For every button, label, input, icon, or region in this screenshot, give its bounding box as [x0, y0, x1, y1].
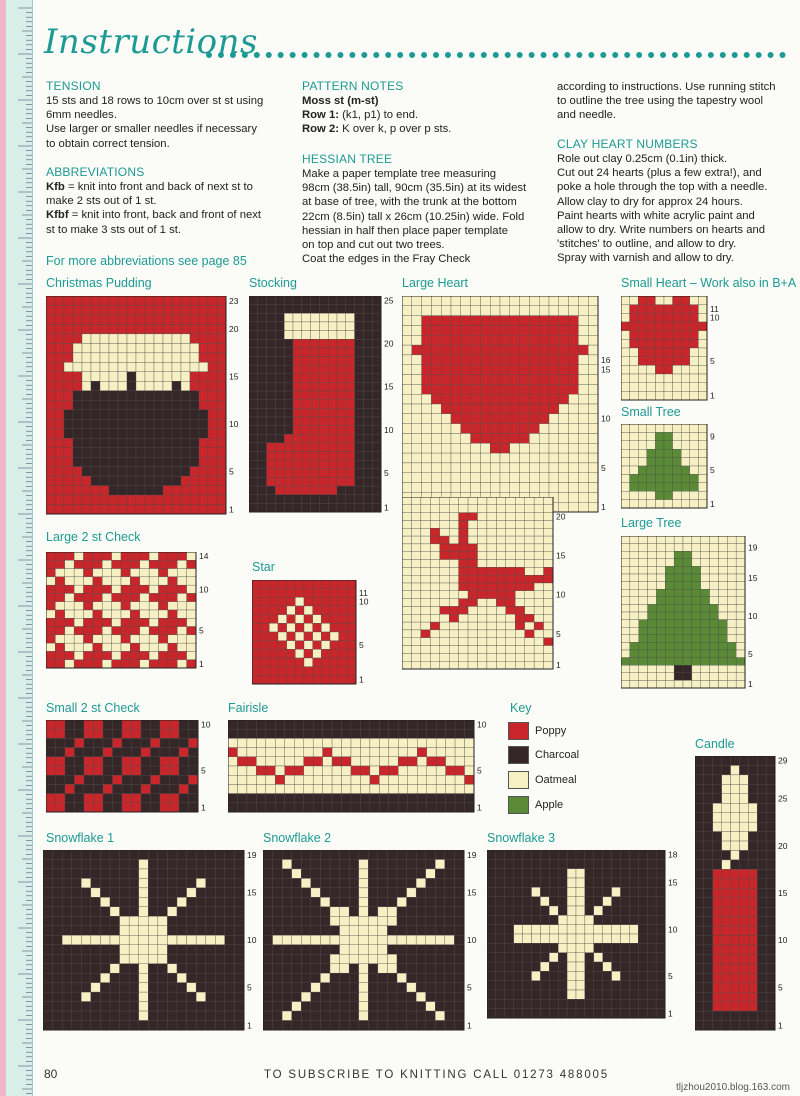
- tension-heading: TENSION: [46, 79, 101, 93]
- key-swatch-oatmeal: [508, 771, 529, 789]
- row-number: 16: [601, 354, 611, 365]
- chart-large-check: [46, 552, 218, 670]
- row-number: 1: [384, 502, 389, 513]
- row-number: 19: [247, 850, 257, 860]
- row-number: 5: [384, 468, 389, 479]
- key-swatch-poppy: [508, 722, 529, 740]
- row-number: 10: [359, 596, 369, 607]
- row-number: 10: [247, 935, 257, 945]
- ruler-ticks: [0, 0, 32, 1096]
- row-number: 5: [710, 356, 715, 366]
- row-number: 1: [748, 679, 753, 690]
- hessian-text-continued: according to instructions. Use running stitch to outline the tree using the tapestry wool and needle.: [557, 81, 776, 122]
- row-number: 15: [556, 550, 566, 561]
- row-number: 5: [229, 466, 234, 477]
- row-number: 11: [710, 304, 719, 314]
- row-number: 1: [247, 1020, 252, 1031]
- row-number: 10: [477, 720, 487, 730]
- footer-subscribe: TO SUBSCRIBE TO KNITTING CALL 01273 488005: [264, 1069, 609, 1081]
- row-number: 10: [384, 424, 394, 435]
- row-number: 15: [229, 371, 239, 382]
- row-number: 10: [778, 935, 788, 946]
- chart-snowflake-1: [43, 850, 266, 1032]
- clay-text: Role out clay 0.25cm (0.1in) thick. Cut out 24 hearts (plus a few extra!), and poke a hole through the top with a needle. Allow clay to dry for approx 24 hours. Paint hearts with white acrylic paint and allow to dry. Write numbers on hearts and 'stitches' to outline, and allow to dry. Spray with varnish and allow to dry.: [557, 153, 768, 265]
- row-number: 20: [778, 840, 788, 851]
- row-number: 25: [384, 296, 394, 306]
- label-small-heart: Small Heart – Work also in B+A: [621, 276, 797, 290]
- clay-heading: CLAY HEART NUMBERS: [557, 137, 698, 151]
- row-number: 5: [201, 765, 206, 776]
- row-number: 15: [601, 364, 611, 375]
- label-fairisle: Fairisle: [228, 701, 269, 715]
- key-label-charcoal: Charcoal: [535, 749, 580, 761]
- label-large-heart: Large Heart: [402, 276, 469, 290]
- row-number: 15: [778, 888, 788, 898]
- row-number: 5: [668, 971, 673, 981]
- row-number: 1: [199, 658, 204, 669]
- abbreviations-text: Kfb = knit into front and back of next st to make 2 sts out of 1 st. Kfbf = knit into front, back and front of next st to make 3 sts out of 1 st.: [46, 181, 262, 236]
- label-snowflake-3: Snowflake 3: [487, 831, 556, 845]
- side-ruler: [0, 0, 33, 1096]
- label-christmas-pudding: Christmas Pudding: [46, 276, 152, 290]
- row-number: 1: [477, 802, 482, 813]
- row-number: 20: [556, 511, 566, 522]
- label-snowflake-2: Snowflake 2: [263, 831, 332, 845]
- tension-text: 15 sts and 18 rows to 10cm over st st using 6mm needles. Use larger or smaller needles if necessary to obtain correct tension.: [46, 95, 264, 150]
- row-number: 1: [201, 802, 206, 813]
- row-number: 10: [748, 610, 758, 621]
- row-number: 15: [384, 381, 394, 392]
- row-number: 10: [199, 584, 209, 595]
- row-number: 11: [359, 588, 368, 598]
- chart-candle: [695, 756, 797, 1032]
- chart-reindeer: [402, 497, 575, 671]
- row-number: 29: [778, 756, 788, 766]
- pattern-notes-text: Moss st (m-st) Row 1: (k1, p1) to end. Row 2: K over k, p over p sts.: [302, 95, 452, 136]
- chart-stocking: [249, 296, 403, 514]
- label-small-check: Small 2 st Check: [46, 701, 140, 715]
- row-number: 5: [710, 465, 715, 476]
- label-star: Star: [252, 560, 275, 574]
- row-number: 15: [467, 887, 477, 898]
- row-number: 18: [668, 850, 678, 860]
- abbreviations-heading: ABBREVIATIONS: [46, 165, 145, 179]
- label-large-check: Large 2 st Check: [46, 530, 141, 544]
- chart-large-heart: [402, 296, 620, 514]
- row-number: 1: [668, 1008, 673, 1019]
- row-number: 5: [556, 628, 561, 639]
- row-number: 1: [601, 502, 606, 513]
- row-number: 5: [199, 625, 204, 636]
- row-number: 15: [668, 877, 678, 888]
- label-small-tree: Small Tree: [621, 405, 681, 419]
- chart-fairisle: [228, 720, 496, 814]
- hessian-heading: HESSIAN TREE: [302, 152, 393, 166]
- row-number: 20: [384, 338, 394, 349]
- row-number: 10: [467, 935, 477, 945]
- row-number: 1: [359, 674, 364, 685]
- row-number: 1: [710, 390, 715, 401]
- row-number: 1: [778, 1020, 783, 1031]
- label-large-tree: Large Tree: [621, 516, 682, 530]
- row-number: 19: [748, 542, 758, 553]
- chart-small-heart: [621, 296, 729, 402]
- row-number: 10: [229, 418, 239, 429]
- chart-star: [252, 580, 378, 686]
- row-number: 10: [201, 720, 211, 730]
- row-number: 20: [229, 324, 239, 335]
- row-number: 14: [199, 552, 209, 562]
- label-snowflake-1: Snowflake 1: [46, 831, 115, 845]
- chart-christmas-pudding: [46, 296, 248, 516]
- chart-large-tree: [621, 536, 767, 690]
- title-dotted-rule: [206, 52, 786, 58]
- chart-snowflake-3: [487, 850, 687, 1020]
- row-number: 15: [247, 887, 257, 898]
- key-swatch-apple: [508, 796, 529, 814]
- row-number: 9: [710, 431, 715, 442]
- row-number: 1: [556, 660, 561, 671]
- row-number: 25: [778, 793, 788, 804]
- row-number: 15: [748, 572, 758, 583]
- row-number: 5: [778, 982, 783, 993]
- page-number: 80: [44, 1067, 58, 1081]
- row-number: 1: [710, 498, 715, 509]
- pattern-notes-heading: PATTERN NOTES: [302, 79, 404, 93]
- row-number: 5: [477, 765, 482, 776]
- row-number: 1: [467, 1020, 472, 1031]
- row-number: 10: [601, 413, 611, 424]
- label-key: Key: [510, 701, 532, 715]
- row-number: 5: [247, 982, 252, 993]
- more-abbreviations-link: For more abbreviations see page 85: [46, 254, 247, 268]
- row-number: 10: [710, 312, 720, 323]
- row-number: 1: [229, 504, 234, 515]
- key-label-poppy: Poppy: [535, 725, 567, 737]
- key-label-oatmeal: Oatmeal: [535, 774, 577, 786]
- hessian-text: Make a paper template tree measuring 98cm (38.5in) tall, 90cm (35.5in) at its widest at base of tree, with the trunk at the bottom 22cm (8.5in) tall x 26cm (10.25in) wide. Fold hessian in half then place paper template on top and cut out two trees. Coat the edges in the Fray Check: [302, 168, 527, 266]
- key-label-apple: Apple: [535, 799, 564, 811]
- key-swatch-charcoal: [508, 746, 529, 764]
- row-number: 23: [229, 296, 239, 306]
- row-number: 10: [556, 589, 566, 600]
- row-number: 10: [668, 924, 678, 935]
- row-number: 5: [467, 982, 472, 993]
- row-number: 5: [601, 462, 606, 473]
- chart-small-tree: [621, 424, 729, 510]
- page-title: Instructions: [44, 22, 258, 62]
- chart-snowflake-2: [263, 850, 486, 1032]
- row-number: 19: [467, 850, 477, 860]
- label-candle: Candle: [695, 737, 735, 751]
- row-number: 5: [748, 648, 753, 659]
- label-stocking: Stocking: [249, 276, 297, 290]
- chart-small-check: [46, 720, 220, 814]
- row-number: 5: [359, 640, 364, 650]
- watermark: tljzhou2010.blog.163.com: [676, 1082, 790, 1093]
